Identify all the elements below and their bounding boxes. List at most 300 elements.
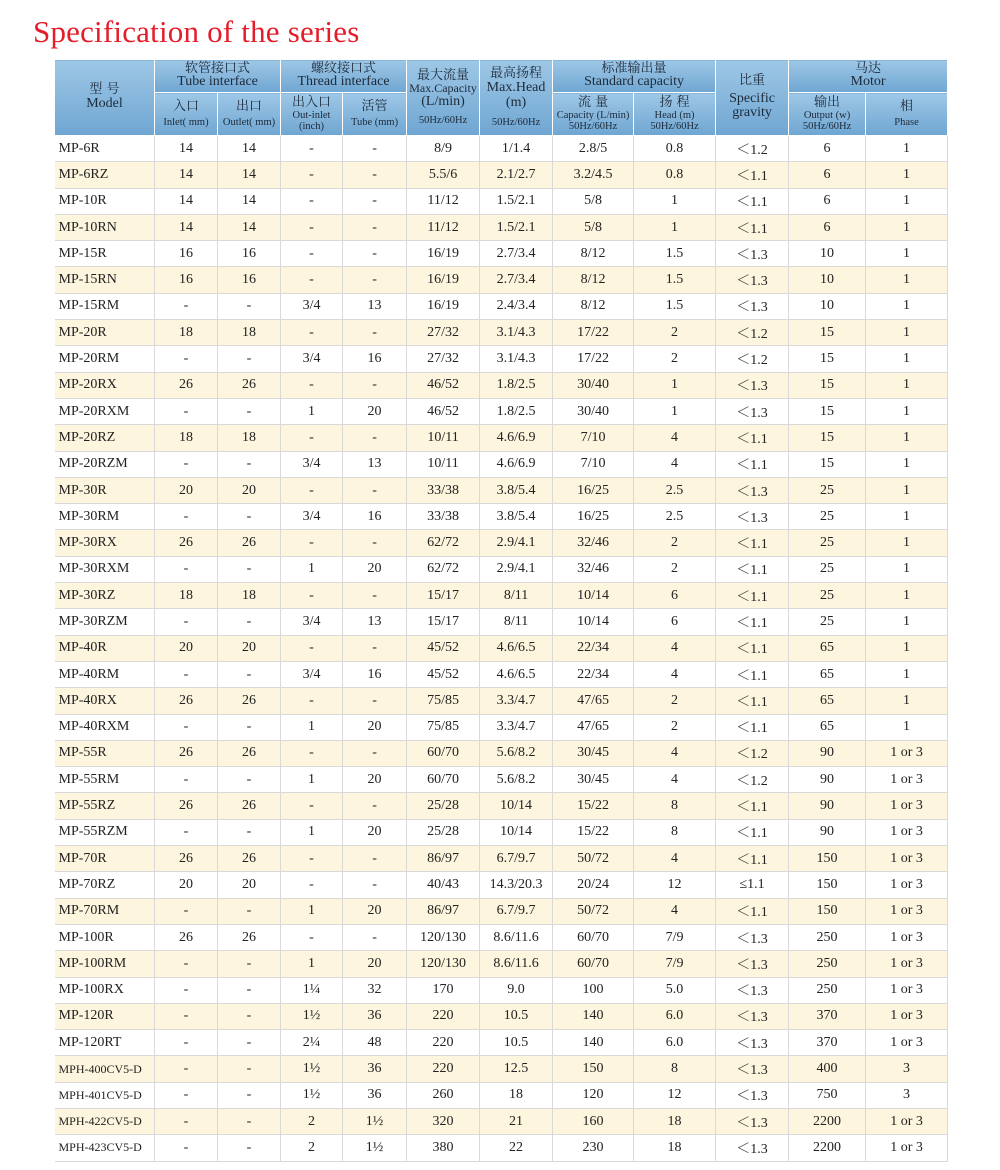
cell-head: 2 <box>634 556 716 582</box>
table-row <box>55 556 948 582</box>
header-max-head: 最高扬程 Max.Head (m) 50Hz/60Hz <box>480 60 553 136</box>
cell-max-head: 8/11 <box>480 583 553 609</box>
cell-inlet: - <box>155 451 218 477</box>
cell-tube: 36 <box>343 1082 407 1108</box>
cell-outlet: - <box>218 398 281 424</box>
header-out-inlet: 出入口 Out-inlet (inch) <box>281 93 343 136</box>
cell-tube: 16 <box>343 661 407 687</box>
cell-specific-gravity: ＜1.1 <box>716 425 789 451</box>
cell-outlet: - <box>218 609 281 635</box>
cell-output: 25 <box>789 530 866 556</box>
cell-max-head: 2.7/3.4 <box>480 241 553 267</box>
cell-model: MP-120R <box>55 1003 155 1029</box>
header-tube-interface: 软管接口式 Tube interface <box>155 60 281 93</box>
cell-tube: - <box>343 583 407 609</box>
cell-specific-gravity: ＜1.2 <box>716 320 789 346</box>
table-row <box>55 846 948 872</box>
cell-specific-gravity: ＜1.3 <box>716 477 789 503</box>
cell-max-capacity: 62/72 <box>407 556 480 582</box>
cell-max-head: 1.5/2.1 <box>480 214 553 240</box>
cell-tube: 20 <box>343 951 407 977</box>
cell-head: 6.0 <box>634 1030 716 1056</box>
cell-max-head: 3.3/4.7 <box>480 714 553 740</box>
cell-tube: - <box>343 477 407 503</box>
cell-outlet: - <box>218 1056 281 1082</box>
cell-output: 15 <box>789 451 866 477</box>
cell-head: 4 <box>634 740 716 766</box>
cell-phase: 1 <box>866 372 948 398</box>
cell-head: 1 <box>634 188 716 214</box>
cell-head: 4 <box>634 898 716 924</box>
cell-output: 25 <box>789 609 866 635</box>
cell-max-capacity: 60/70 <box>407 740 480 766</box>
cell-max-capacity: 40/43 <box>407 872 480 898</box>
cell-max-head: 5.6/8.2 <box>480 740 553 766</box>
cell-max-capacity: 45/52 <box>407 661 480 687</box>
cell-model: MP-20RZ <box>55 425 155 451</box>
cell-max-capacity: 11/12 <box>407 188 480 214</box>
cell-tube: - <box>343 188 407 214</box>
cell-inlet: 18 <box>155 425 218 451</box>
cell-inlet: 16 <box>155 267 218 293</box>
cell-output: 65 <box>789 635 866 661</box>
cell-head: 0.8 <box>634 162 716 188</box>
cell-out-inlet: 1 <box>281 556 343 582</box>
cell-head: 1.5 <box>634 293 716 319</box>
table-header <box>55 60 948 136</box>
cell-head: 4 <box>634 451 716 477</box>
cell-inlet: 14 <box>155 214 218 240</box>
cell-output: 90 <box>789 793 866 819</box>
cell-head: 18 <box>634 1135 716 1161</box>
cell-specific-gravity: ＜1.1 <box>716 714 789 740</box>
cell-outlet: 26 <box>218 688 281 714</box>
cell-model: MP-15RN <box>55 267 155 293</box>
cell-flow: 140 <box>553 1003 634 1029</box>
table-row <box>55 136 948 162</box>
cell-max-capacity: 170 <box>407 977 480 1003</box>
table-row <box>55 372 948 398</box>
cell-specific-gravity: ＜1.1 <box>716 583 789 609</box>
cell-output: 750 <box>789 1082 866 1108</box>
cell-flow: 15/22 <box>553 793 634 819</box>
cell-phase: 1 <box>866 214 948 240</box>
cell-specific-gravity: ≤1.1 <box>716 872 789 898</box>
cell-max-capacity: 8/9 <box>407 136 480 162</box>
cell-tube: - <box>343 425 407 451</box>
cell-outlet: 14 <box>218 162 281 188</box>
cell-flow: 5/8 <box>553 214 634 240</box>
cell-out-inlet: 1 <box>281 714 343 740</box>
header-model: 型 号 Model <box>55 60 155 136</box>
cell-outlet: - <box>218 767 281 793</box>
header-motor: 马达 Motor <box>789 60 948 93</box>
table-row <box>55 425 948 451</box>
cell-model: MP-55RM <box>55 767 155 793</box>
cell-specific-gravity: ＜1.1 <box>716 188 789 214</box>
cell-model: MP-40RXM <box>55 714 155 740</box>
cell-flow: 60/70 <box>553 924 634 950</box>
cell-outlet: 26 <box>218 924 281 950</box>
cell-outlet: 18 <box>218 320 281 346</box>
cell-phase: 1 <box>866 504 948 530</box>
cell-max-head: 1.8/2.5 <box>480 398 553 424</box>
table-row <box>55 1082 948 1108</box>
cell-flow: 22/34 <box>553 661 634 687</box>
cell-model: MP-30RZ <box>55 583 155 609</box>
cell-inlet: 26 <box>155 740 218 766</box>
cell-max-head: 5.6/8.2 <box>480 767 553 793</box>
cell-output: 10 <box>789 267 866 293</box>
table-body <box>55 136 948 1162</box>
cell-specific-gravity: ＜1.1 <box>716 214 789 240</box>
cell-phase: 1 <box>866 398 948 424</box>
cell-outlet: - <box>218 293 281 319</box>
cell-specific-gravity: ＜1.3 <box>716 1030 789 1056</box>
cell-phase: 1 or 3 <box>866 1030 948 1056</box>
table-row <box>55 951 948 977</box>
cell-flow: 10/14 <box>553 583 634 609</box>
cell-head: 0.8 <box>634 136 716 162</box>
table-row <box>55 819 948 845</box>
cell-out-inlet: 1½ <box>281 1003 343 1029</box>
header-phase: 相 Phase <box>866 93 948 136</box>
cell-output: 6 <box>789 214 866 240</box>
cell-model: MP-30RXM <box>55 556 155 582</box>
cell-max-capacity: 25/28 <box>407 793 480 819</box>
cell-output: 90 <box>789 740 866 766</box>
cell-flow: 16/25 <box>553 504 634 530</box>
cell-outlet: 14 <box>218 214 281 240</box>
cell-phase: 3 <box>866 1082 948 1108</box>
cell-flow: 8/12 <box>553 267 634 293</box>
cell-outlet: 18 <box>218 425 281 451</box>
cell-flow: 30/45 <box>553 767 634 793</box>
cell-phase: 1 <box>866 556 948 582</box>
cell-output: 250 <box>789 977 866 1003</box>
cell-max-capacity: 220 <box>407 1030 480 1056</box>
table-row <box>55 1108 948 1134</box>
table-row <box>55 661 948 687</box>
cell-max-head: 3.1/4.3 <box>480 320 553 346</box>
table-row <box>55 767 948 793</box>
cell-outlet: 26 <box>218 372 281 398</box>
cell-model: MP-55RZ <box>55 793 155 819</box>
cell-max-capacity: 25/28 <box>407 819 480 845</box>
cell-outlet: - <box>218 1030 281 1056</box>
cell-outlet: - <box>218 451 281 477</box>
cell-specific-gravity: ＜1.3 <box>716 1056 789 1082</box>
cell-output: 370 <box>789 1003 866 1029</box>
cell-specific-gravity: ＜1.3 <box>716 1135 789 1161</box>
cell-max-capacity: 75/85 <box>407 688 480 714</box>
cell-phase: 1 <box>866 425 948 451</box>
cell-outlet: 14 <box>218 136 281 162</box>
cell-max-head: 10.5 <box>480 1030 553 1056</box>
cell-tube: - <box>343 688 407 714</box>
cell-inlet: 20 <box>155 477 218 503</box>
cell-outlet: - <box>218 1135 281 1161</box>
cell-max-capacity: 16/19 <box>407 241 480 267</box>
cell-tube: - <box>343 530 407 556</box>
cell-tube: - <box>343 740 407 766</box>
cell-out-inlet: 1½ <box>281 1082 343 1108</box>
cell-out-inlet: 3/4 <box>281 293 343 319</box>
cell-model: MPH-401CV5-D <box>55 1082 155 1108</box>
cell-specific-gravity: ＜1.1 <box>716 793 789 819</box>
table-row <box>55 1135 948 1161</box>
cell-max-head: 1/1.4 <box>480 136 553 162</box>
cell-model: MP-10R <box>55 188 155 214</box>
cell-flow: 20/24 <box>553 872 634 898</box>
cell-tube: - <box>343 793 407 819</box>
cell-outlet: - <box>218 951 281 977</box>
cell-tube: 20 <box>343 767 407 793</box>
cell-max-capacity: 62/72 <box>407 530 480 556</box>
cell-outlet: - <box>218 898 281 924</box>
cell-phase: 1 or 3 <box>866 1135 948 1161</box>
cell-phase: 1 <box>866 293 948 319</box>
cell-tube: 13 <box>343 609 407 635</box>
cell-specific-gravity: ＜1.3 <box>716 372 789 398</box>
cell-out-inlet: - <box>281 320 343 346</box>
header-specific-gravity: 比重 Specific gravity <box>716 60 789 136</box>
cell-flow: 60/70 <box>553 951 634 977</box>
cell-head: 1.5 <box>634 241 716 267</box>
cell-head: 4 <box>634 661 716 687</box>
table-row <box>55 740 948 766</box>
cell-phase: 1 or 3 <box>866 977 948 1003</box>
table-row <box>55 162 948 188</box>
cell-output: 10 <box>789 241 866 267</box>
cell-specific-gravity: ＜1.3 <box>716 951 789 977</box>
cell-max-head: 8/11 <box>480 609 553 635</box>
cell-outlet: 26 <box>218 740 281 766</box>
cell-head: 7/9 <box>634 951 716 977</box>
cell-specific-gravity: ＜1.1 <box>716 898 789 924</box>
cell-max-capacity: 16/19 <box>407 293 480 319</box>
cell-model: MP-100RM <box>55 951 155 977</box>
cell-flow: 32/46 <box>553 556 634 582</box>
cell-flow: 150 <box>553 1056 634 1082</box>
cell-model: MP-55R <box>55 740 155 766</box>
cell-output: 15 <box>789 320 866 346</box>
cell-tube: 36 <box>343 1003 407 1029</box>
cell-flow: 160 <box>553 1108 634 1134</box>
cell-output: 250 <box>789 951 866 977</box>
cell-flow: 8/12 <box>553 241 634 267</box>
cell-inlet: 26 <box>155 530 218 556</box>
cell-head: 4 <box>634 425 716 451</box>
cell-max-head: 4.6/6.9 <box>480 451 553 477</box>
cell-model: MP-40RX <box>55 688 155 714</box>
cell-max-head: 2.4/3.4 <box>480 293 553 319</box>
cell-outlet: - <box>218 661 281 687</box>
cell-output: 65 <box>789 688 866 714</box>
cell-inlet: - <box>155 1108 218 1134</box>
cell-specific-gravity: ＜1.1 <box>716 688 789 714</box>
cell-outlet: 26 <box>218 530 281 556</box>
cell-flow: 30/45 <box>553 740 634 766</box>
cell-head: 8 <box>634 819 716 845</box>
cell-flow: 3.2/4.5 <box>553 162 634 188</box>
table-row <box>55 977 948 1003</box>
cell-tube: - <box>343 372 407 398</box>
cell-tube: - <box>343 136 407 162</box>
cell-outlet: - <box>218 819 281 845</box>
cell-head: 2.5 <box>634 477 716 503</box>
cell-specific-gravity: ＜1.3 <box>716 1082 789 1108</box>
cell-model: MP-20RM <box>55 346 155 372</box>
cell-specific-gravity: ＜1.2 <box>716 346 789 372</box>
cell-specific-gravity: ＜1.3 <box>716 398 789 424</box>
cell-out-inlet: - <box>281 241 343 267</box>
cell-head: 18 <box>634 1108 716 1134</box>
cell-phase: 1 or 3 <box>866 740 948 766</box>
cell-head: 12 <box>634 872 716 898</box>
cell-inlet: - <box>155 951 218 977</box>
table-row <box>55 320 948 346</box>
cell-inlet: 14 <box>155 136 218 162</box>
cell-max-head: 18 <box>480 1082 553 1108</box>
cell-phase: 1 or 3 <box>866 793 948 819</box>
cell-head: 1 <box>634 398 716 424</box>
cell-max-head: 12.5 <box>480 1056 553 1082</box>
cell-inlet: 26 <box>155 793 218 819</box>
cell-max-head: 4.6/6.9 <box>480 425 553 451</box>
cell-specific-gravity: ＜1.1 <box>716 162 789 188</box>
cell-outlet: 26 <box>218 846 281 872</box>
cell-flow: 10/14 <box>553 609 634 635</box>
cell-model: MPH-400CV5-D <box>55 1056 155 1082</box>
cell-tube: 13 <box>343 451 407 477</box>
cell-flow: 140 <box>553 1030 634 1056</box>
cell-max-head: 10.5 <box>480 1003 553 1029</box>
table-row <box>55 346 948 372</box>
cell-flow: 17/22 <box>553 320 634 346</box>
cell-max-capacity: 46/52 <box>407 398 480 424</box>
cell-output: 2200 <box>789 1108 866 1134</box>
cell-flow: 17/22 <box>553 346 634 372</box>
cell-phase: 1 or 3 <box>866 846 948 872</box>
cell-flow: 5/8 <box>553 188 634 214</box>
cell-model: MP-100R <box>55 924 155 950</box>
cell-max-capacity: 46/52 <box>407 372 480 398</box>
cell-max-head: 1.8/2.5 <box>480 372 553 398</box>
cell-tube: - <box>343 635 407 661</box>
cell-head: 4 <box>634 767 716 793</box>
cell-flow: 7/10 <box>553 425 634 451</box>
cell-outlet: 16 <box>218 267 281 293</box>
cell-max-capacity: 27/32 <box>407 346 480 372</box>
cell-max-capacity: 45/52 <box>407 635 480 661</box>
cell-head: 1.5 <box>634 267 716 293</box>
cell-phase: 1 <box>866 451 948 477</box>
cell-out-inlet: - <box>281 188 343 214</box>
cell-specific-gravity: ＜1.1 <box>716 635 789 661</box>
cell-outlet: - <box>218 556 281 582</box>
cell-tube: - <box>343 214 407 240</box>
cell-max-head: 22 <box>480 1135 553 1161</box>
cell-specific-gravity: ＜1.3 <box>716 293 789 319</box>
cell-max-head: 2.7/3.4 <box>480 267 553 293</box>
cell-out-inlet: - <box>281 162 343 188</box>
table-row <box>55 688 948 714</box>
cell-outlet: - <box>218 977 281 1003</box>
cell-out-inlet: - <box>281 267 343 293</box>
cell-output: 15 <box>789 372 866 398</box>
cell-out-inlet: 2 <box>281 1135 343 1161</box>
cell-phase: 1 <box>866 635 948 661</box>
cell-outlet: 20 <box>218 635 281 661</box>
cell-max-head: 1.5/2.1 <box>480 188 553 214</box>
header-output: 输出 Output (w) 50Hz/60Hz <box>789 93 866 136</box>
cell-head: 6.0 <box>634 1003 716 1029</box>
cell-outlet: 18 <box>218 583 281 609</box>
cell-model: MPH-422CV5-D <box>55 1108 155 1134</box>
cell-head: 8 <box>634 793 716 819</box>
cell-output: 6 <box>789 162 866 188</box>
cell-out-inlet: - <box>281 872 343 898</box>
cell-model: MP-30RZM <box>55 609 155 635</box>
page-title: Specification of the series <box>33 14 360 49</box>
cell-tube: 1½ <box>343 1108 407 1134</box>
cell-out-inlet: 1 <box>281 898 343 924</box>
cell-specific-gravity: ＜1.3 <box>716 924 789 950</box>
cell-flow: 30/40 <box>553 398 634 424</box>
cell-model: MP-120RT <box>55 1030 155 1056</box>
cell-output: 2200 <box>789 1135 866 1161</box>
specification-table <box>54 59 948 1162</box>
cell-head: 4 <box>634 846 716 872</box>
cell-model: MP-15RM <box>55 293 155 319</box>
header-outlet: 出口 Outlet( mm) <box>218 93 281 136</box>
cell-out-inlet: - <box>281 740 343 766</box>
table-row <box>55 398 948 424</box>
cell-specific-gravity: ＜1.3 <box>716 1108 789 1134</box>
cell-phase: 1 <box>866 241 948 267</box>
cell-max-capacity: 15/17 <box>407 609 480 635</box>
cell-out-inlet: 1¼ <box>281 977 343 1003</box>
cell-phase: 1 <box>866 320 948 346</box>
cell-tube: 16 <box>343 504 407 530</box>
cell-model: MP-20R <box>55 320 155 346</box>
cell-flow: 15/22 <box>553 819 634 845</box>
cell-model: MP-100RX <box>55 977 155 1003</box>
cell-out-inlet: 1 <box>281 819 343 845</box>
cell-specific-gravity: ＜1.3 <box>716 267 789 293</box>
cell-model: MP-6RZ <box>55 162 155 188</box>
cell-out-inlet: - <box>281 688 343 714</box>
cell-inlet: 20 <box>155 872 218 898</box>
cell-phase: 1 or 3 <box>866 1003 948 1029</box>
cell-phase: 1 <box>866 583 948 609</box>
cell-specific-gravity: ＜1.1 <box>716 661 789 687</box>
cell-head: 6 <box>634 609 716 635</box>
cell-phase: 1 or 3 <box>866 951 948 977</box>
cell-phase: 1 <box>866 267 948 293</box>
cell-max-capacity: 380 <box>407 1135 480 1161</box>
table-row <box>55 898 948 924</box>
cell-head: 5.0 <box>634 977 716 1003</box>
cell-inlet: - <box>155 898 218 924</box>
cell-model: MP-55RZM <box>55 819 155 845</box>
cell-max-head: 6.7/9.7 <box>480 898 553 924</box>
cell-max-capacity: 33/38 <box>407 504 480 530</box>
table-row <box>55 1056 948 1082</box>
cell-flow: 16/25 <box>553 477 634 503</box>
cell-inlet: 26 <box>155 846 218 872</box>
